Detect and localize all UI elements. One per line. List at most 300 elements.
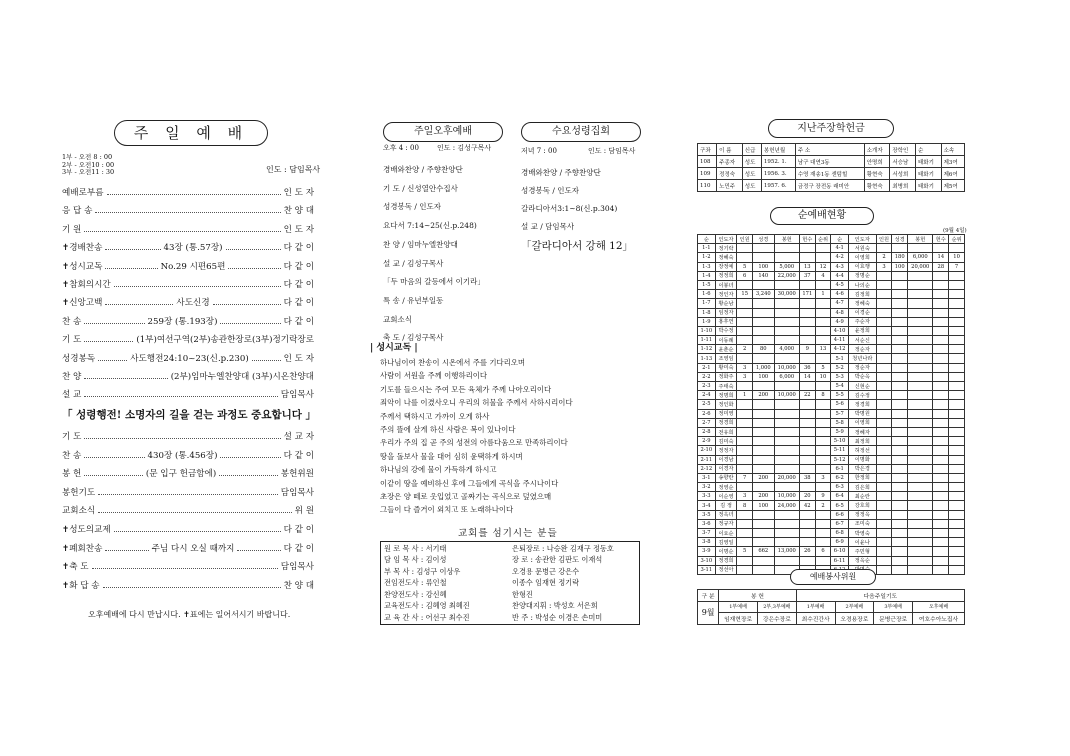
afternoon-title: 주일오후예배 bbox=[414, 126, 472, 137]
attendance-cell bbox=[892, 565, 908, 574]
attendance-cell: 이명순 bbox=[715, 547, 737, 556]
attendance-row bbox=[698, 464, 965, 473]
attendance-row bbox=[698, 372, 965, 381]
worship-item-detail: 주님 다시 오실 때까지 bbox=[151, 543, 235, 554]
attendance-cell bbox=[876, 372, 892, 381]
attendance-cell bbox=[908, 455, 933, 464]
attendance-cell: 6-6 bbox=[831, 510, 849, 519]
staff-row bbox=[381, 601, 473, 613]
attendance-cell bbox=[774, 464, 799, 473]
attendance-cell: 이명화 bbox=[848, 455, 876, 464]
attendance-cell: 정선아 bbox=[715, 565, 737, 574]
worship-item-label: ✝성시교독 bbox=[62, 261, 103, 272]
attendance-cell bbox=[892, 483, 908, 492]
attendance-header-cell: 인원 bbox=[876, 235, 892, 244]
attendance-row bbox=[698, 529, 965, 538]
attendance-row bbox=[698, 455, 965, 464]
attendance-cell: 5-1 bbox=[831, 354, 849, 363]
attendance-cell: 주순자 bbox=[848, 317, 876, 326]
attendance-cell: 20,000 bbox=[774, 473, 799, 482]
attendance-cell bbox=[876, 427, 892, 436]
worship-item-leader: 설 교 자 bbox=[283, 432, 314, 442]
attendance-cell: 한정희 bbox=[848, 473, 876, 482]
worship-item-leader: 찬 양 대 bbox=[283, 580, 314, 591]
attendance-cell: 4-2 bbox=[831, 253, 849, 262]
attendance-cell: 2-2 bbox=[698, 372, 716, 381]
attendance-header-cell: 순 bbox=[698, 235, 716, 244]
scholarship-cell: 황현숙 bbox=[864, 180, 890, 192]
attendance-cell bbox=[753, 556, 774, 565]
attendance-cell: 나의순 bbox=[848, 280, 876, 289]
attendance-cell bbox=[933, 354, 949, 363]
staff-entry: 교육전도사 : 김혜영 최혜진 bbox=[384, 601, 470, 611]
attendance-cell bbox=[774, 446, 799, 455]
attendance-cell bbox=[737, 529, 753, 538]
attendance-cell: 주민형 bbox=[848, 547, 876, 556]
staff-heading: 교회를 섬기시는 분들 bbox=[458, 528, 558, 539]
service-name: 임재현장로 bbox=[719, 613, 758, 625]
scholarship-cell: 108 bbox=[698, 156, 717, 168]
attendance-cell: 2 bbox=[815, 501, 831, 510]
leader-dots bbox=[114, 286, 281, 287]
attendance-cell: 전유희 bbox=[715, 427, 737, 436]
worship-item-label: ✝경배찬송 bbox=[62, 243, 103, 254]
attendance-cell bbox=[753, 253, 774, 262]
attendance-cell bbox=[908, 464, 933, 473]
attendance-row bbox=[698, 391, 965, 400]
attendance-row bbox=[698, 492, 965, 501]
attendance-cell: 6 bbox=[737, 271, 753, 280]
leader-dots bbox=[98, 494, 278, 495]
attendance-cell: 3-1 bbox=[698, 473, 716, 482]
staff-entry: 전임전도사 : 류인철 bbox=[384, 578, 447, 588]
attendance-cell bbox=[892, 556, 908, 565]
attendance-cell bbox=[737, 437, 753, 446]
leader-dots bbox=[98, 512, 291, 513]
attendance-cell bbox=[876, 437, 892, 446]
worship-row bbox=[62, 350, 314, 364]
scholarship-cell: 남구 대연3동 bbox=[795, 156, 864, 168]
wednesday-leader: 인도 : 담임목사 bbox=[588, 147, 636, 155]
attendance-cell bbox=[753, 464, 774, 473]
attendance-cell: 10,000 bbox=[774, 363, 799, 372]
attendance-cell bbox=[876, 308, 892, 317]
staff-row bbox=[381, 589, 473, 601]
attendance-cell bbox=[774, 326, 799, 335]
attendance-cell bbox=[876, 345, 892, 354]
attendance-cell bbox=[753, 308, 774, 317]
attendance-cell bbox=[949, 519, 965, 528]
attendance-cell bbox=[933, 336, 949, 345]
attendance-cell: 20,000 bbox=[908, 262, 933, 271]
attendance-cell bbox=[876, 529, 892, 538]
worship-row bbox=[62, 368, 314, 382]
attendance-cell bbox=[774, 354, 799, 363]
attendance-cell bbox=[933, 547, 949, 556]
text-line: 특 송 / 유년부일동 bbox=[383, 295, 444, 305]
attendance-cell: 5,000 bbox=[774, 262, 799, 271]
attendance-cell bbox=[876, 290, 892, 299]
attendance-cell bbox=[737, 400, 753, 409]
attendance-cell bbox=[892, 538, 908, 547]
attendance-cell bbox=[892, 391, 908, 400]
worship-row bbox=[62, 484, 314, 498]
attendance-cell bbox=[815, 317, 831, 326]
worship-item-label: 예배로부름 bbox=[62, 188, 104, 198]
staff-entry: 은퇴장로 : 나승완 김재구 정동호 bbox=[512, 543, 614, 553]
worship-item-leader: 다 같 이 bbox=[283, 298, 315, 309]
attendance-cell: 임정자 bbox=[715, 308, 737, 317]
attendance-cell bbox=[774, 317, 799, 326]
attendance-row bbox=[698, 409, 965, 418]
worship-item-label: 기 원 bbox=[62, 224, 82, 235]
attendance-cell bbox=[774, 519, 799, 528]
attendance-cell bbox=[876, 336, 892, 345]
worship-item-label: ✝성도의교제 bbox=[62, 525, 111, 535]
attendance-cell: 3-4 bbox=[698, 501, 716, 510]
scholarship-table bbox=[697, 143, 965, 192]
attendance-cell: 윤춘순 bbox=[715, 345, 737, 354]
attendance-cell: 6 bbox=[815, 547, 831, 556]
attendance-cell bbox=[753, 280, 774, 289]
worship-item-detail: 259장 (통.193장) bbox=[147, 316, 218, 327]
attendance-row bbox=[698, 345, 965, 354]
service-h3: 다음주일기도 bbox=[796, 590, 964, 602]
attendance-cell bbox=[799, 446, 815, 455]
attendance-cell bbox=[815, 244, 831, 253]
attendance-cell bbox=[753, 400, 774, 409]
worship-item-leader: 담임목사 bbox=[280, 390, 314, 401]
attendance-cell bbox=[799, 400, 815, 409]
attendance-cell bbox=[908, 437, 933, 446]
scholarship-header-cell: 순 bbox=[915, 144, 941, 156]
attendance-cell bbox=[876, 510, 892, 519]
attendance-cell bbox=[876, 271, 892, 280]
text-line: 주의 뜰에 살게 하신 사람은 복이 있나이다 bbox=[380, 425, 516, 434]
scholarship-cell: 노민주 bbox=[717, 180, 743, 192]
text-line: 땅을 돌보사 물을 대어 심히 윤택하게 하시며 bbox=[380, 451, 523, 461]
scholarship-header-cell: 이 름 bbox=[717, 144, 743, 156]
attendance-cell bbox=[892, 455, 908, 464]
attendance-cell: 최순란 bbox=[848, 492, 876, 501]
attendance-cell bbox=[876, 400, 892, 409]
attendance-cell bbox=[799, 382, 815, 391]
attendance-cell: 김정희 bbox=[848, 290, 876, 299]
attendance-cell bbox=[933, 538, 949, 547]
attendance-cell bbox=[949, 345, 965, 354]
attendance-row bbox=[698, 437, 965, 446]
attendance-cell bbox=[933, 299, 949, 308]
attendance-cell bbox=[737, 565, 753, 574]
attendance-header-cell: 헌수 bbox=[933, 235, 949, 244]
attendance-cell: 5-4 bbox=[831, 382, 849, 391]
attendance-cell bbox=[949, 473, 965, 482]
attendance-cell: 3,240 bbox=[753, 290, 774, 299]
worship-item-leader: 봉헌위원 bbox=[280, 469, 314, 480]
service-time: 2부 - 오전10 : 00 bbox=[62, 160, 115, 169]
scholarship-cell: 서승남 bbox=[890, 156, 916, 168]
attendance-cell bbox=[949, 244, 965, 253]
attendance-cell: 2-12 bbox=[698, 464, 716, 473]
scholarship-cell: 서성희 bbox=[890, 168, 916, 180]
wednesday-title-box bbox=[521, 122, 641, 142]
attendance-row bbox=[698, 400, 965, 409]
staff-row bbox=[509, 578, 617, 590]
worship-row bbox=[62, 540, 314, 554]
attendance-cell: 황순남 bbox=[715, 299, 737, 308]
attendance-cell: 180 bbox=[892, 253, 908, 262]
attendance-cell bbox=[737, 336, 753, 345]
service-times bbox=[62, 154, 114, 177]
morning-footer: 오후예배에 다시 만납시다. ✝표에는 일어서시기 바랍니다. bbox=[88, 610, 291, 619]
attendance-cell bbox=[737, 418, 753, 427]
attendance-cell: 6-11 bbox=[831, 556, 849, 565]
attendance-cell bbox=[753, 382, 774, 391]
attendance-cell: 김영일 bbox=[715, 538, 737, 547]
attendance-cell bbox=[774, 409, 799, 418]
attendance-cell bbox=[933, 391, 949, 400]
attendance-cell bbox=[949, 372, 965, 381]
leader-dots bbox=[92, 568, 278, 569]
attendance-cell bbox=[737, 382, 753, 391]
attendance-cell bbox=[892, 354, 908, 363]
leader-dots bbox=[228, 268, 280, 269]
attendance-cell: 100 bbox=[753, 501, 774, 510]
attendance-cell bbox=[949, 418, 965, 427]
attendance-row bbox=[698, 473, 965, 482]
leader-dots bbox=[84, 231, 280, 232]
attendance-cell: 1-1 bbox=[698, 244, 716, 253]
attendance-cell bbox=[892, 418, 908, 427]
morning-title: 주 일 예 배 bbox=[133, 124, 249, 142]
attendance-cell bbox=[737, 446, 753, 455]
responsive-heading: | 성시교독 | bbox=[370, 343, 418, 353]
attendance-cell bbox=[737, 280, 753, 289]
attendance-cell bbox=[815, 483, 831, 492]
attendance-cell bbox=[892, 326, 908, 335]
worship-row bbox=[62, 239, 314, 253]
attendance-header-cell: 성경 bbox=[753, 235, 774, 244]
attendance-cell: 5-7 bbox=[831, 409, 849, 418]
attendance-cell bbox=[892, 382, 908, 391]
leader-dots bbox=[84, 396, 277, 397]
attendance-cell: 5 bbox=[737, 262, 753, 271]
worship-item-leader: 찬 양 대 bbox=[283, 206, 314, 217]
attendance-cell: 박은경 bbox=[848, 464, 876, 473]
attendance-cell bbox=[908, 519, 933, 528]
attendance-cell bbox=[815, 280, 831, 289]
attendance-cell: 6-9 bbox=[831, 538, 849, 547]
attendance-cell bbox=[949, 308, 965, 317]
attendance-cell bbox=[908, 391, 933, 400]
attendance-cell bbox=[908, 280, 933, 289]
attendance-cell bbox=[908, 244, 933, 253]
scholarship-cell: 109 bbox=[698, 168, 717, 180]
attendance-cell bbox=[876, 280, 892, 289]
attendance-cell bbox=[753, 299, 774, 308]
attendance-cell bbox=[949, 326, 965, 335]
attendance-cell bbox=[737, 354, 753, 363]
text-line: 축 도 / 김성구목사 bbox=[383, 333, 444, 343]
attendance-cell: 이영희 bbox=[848, 418, 876, 427]
attendance-cell: 이효행 bbox=[848, 262, 876, 271]
attendance-cell: 14 bbox=[933, 253, 949, 262]
scholarship-cell: 1952. 1. bbox=[761, 156, 795, 168]
attendance-cell: 1-10 bbox=[698, 326, 716, 335]
worship-item-label: ✝폐회찬송 bbox=[62, 543, 103, 554]
scholarship-cell: 성도 bbox=[742, 168, 761, 180]
staff-entry: 교 육 간 사 : 어선구 최수진 bbox=[384, 612, 470, 622]
worship-row bbox=[62, 184, 314, 198]
worship-item-leader: 다 같 이 bbox=[283, 450, 315, 461]
attendance-cell bbox=[774, 253, 799, 262]
worship-item-label: 성경봉독 bbox=[62, 353, 96, 364]
attendance-cell: 2-11 bbox=[698, 455, 716, 464]
attendance-cell: 4-9 bbox=[831, 317, 849, 326]
attendance-cell bbox=[753, 483, 774, 492]
attendance-row bbox=[698, 418, 965, 427]
attendance-cell bbox=[949, 409, 965, 418]
attendance-cell bbox=[949, 317, 965, 326]
attendance-cell bbox=[737, 308, 753, 317]
attendance-cell: 박순옥 bbox=[848, 372, 876, 381]
worship-row bbox=[62, 202, 314, 216]
worship-row bbox=[62, 258, 314, 272]
leader-dots bbox=[237, 550, 280, 551]
attendance-cell: 5-11 bbox=[831, 446, 849, 455]
attendance-cell: 3-7 bbox=[698, 529, 716, 538]
service-time: 3부 - 오전11 : 30 bbox=[62, 168, 115, 177]
attendance-cell: 6-10 bbox=[831, 547, 849, 556]
attendance-cell bbox=[933, 446, 949, 455]
attendance-cell bbox=[908, 492, 933, 501]
attendance-cell bbox=[774, 483, 799, 492]
attendance-cell bbox=[892, 244, 908, 253]
attendance-cell: 3-6 bbox=[698, 519, 716, 528]
attendance-cell: 정경희 bbox=[715, 418, 737, 427]
attendance-cell bbox=[815, 299, 831, 308]
attendance-cell: 6-3 bbox=[831, 483, 849, 492]
attendance-cell bbox=[892, 280, 908, 289]
attendance-cell bbox=[876, 354, 892, 363]
attendance-cell: 200 bbox=[753, 391, 774, 400]
scholarship-header-cell: 소속 bbox=[941, 144, 964, 156]
attendance-cell: 최정희 bbox=[848, 437, 876, 446]
attendance-cell: 2 bbox=[737, 345, 753, 354]
text-line: 우리가 주의 집 곧 주의 성전의 아름다움으로 만족하리이다 bbox=[380, 438, 568, 448]
attendance-cell bbox=[799, 510, 815, 519]
worship-item-leader: 다 같 이 bbox=[283, 261, 315, 272]
attendance-cell: 정옥녀 bbox=[715, 510, 737, 519]
attendance-cell: 200 bbox=[753, 473, 774, 482]
attendance-cell: 정미영 bbox=[715, 409, 737, 418]
attendance-cell: 5 bbox=[737, 547, 753, 556]
worship-row bbox=[62, 276, 314, 290]
worship-item-detail: (문 입구 헌금함에) bbox=[145, 469, 217, 480]
attendance-cell: 홍후연 bbox=[715, 317, 737, 326]
worship-item-label: ✝축 도 bbox=[62, 562, 89, 573]
attendance-cell bbox=[949, 538, 965, 547]
afternoon-time: 오후 4 : 00 bbox=[383, 144, 419, 152]
leader-dots bbox=[213, 304, 281, 305]
leader-dots bbox=[105, 550, 148, 551]
attendance-cell bbox=[774, 308, 799, 317]
attendance-cell: 6-7 bbox=[831, 519, 849, 528]
attendance-cell: 2-7 bbox=[698, 418, 716, 427]
attendance-cell bbox=[774, 510, 799, 519]
service-h2: 봉 헌 bbox=[719, 590, 797, 602]
attendance-cell bbox=[753, 455, 774, 464]
attendance-cell: 2-1 bbox=[698, 363, 716, 372]
attendance-cell bbox=[753, 418, 774, 427]
attendance-cell bbox=[933, 556, 949, 565]
text-line: 요다서 7:14~25(신.p.248) bbox=[383, 221, 477, 231]
attendance-cell bbox=[737, 519, 753, 528]
attendance-cell: 6,000 bbox=[908, 253, 933, 262]
attendance-header-cell: 인도자 bbox=[715, 235, 737, 244]
attendance-cell: 4-5 bbox=[831, 280, 849, 289]
attendance-cell bbox=[892, 464, 908, 473]
attendance-cell: 김수정 bbox=[848, 391, 876, 400]
attendance-cell: 140 bbox=[753, 271, 774, 280]
attendance-cell bbox=[908, 446, 933, 455]
attendance-cell: 정명희 bbox=[715, 391, 737, 400]
attendance-cell: 3-8 bbox=[698, 538, 716, 547]
attendance-cell: 4-8 bbox=[831, 308, 849, 317]
attendance-cell: 조영임 bbox=[715, 354, 737, 363]
staff-entry: 반 주 : 박성순 이경은 손미미 bbox=[512, 612, 603, 622]
attendance-cell bbox=[753, 565, 774, 574]
attendance-cell bbox=[933, 501, 949, 510]
attendance-row bbox=[698, 382, 965, 391]
scholarship-cell: 안명희 bbox=[864, 156, 890, 168]
attendance-cell: 청년나라 bbox=[848, 354, 876, 363]
attendance-cell bbox=[876, 464, 892, 473]
attendance-cell: 38 bbox=[799, 473, 815, 482]
attendance-cell: 26 bbox=[799, 547, 815, 556]
attendance-cell bbox=[774, 336, 799, 345]
attendance-cell bbox=[753, 409, 774, 418]
attendance-cell bbox=[737, 317, 753, 326]
attendance-cell: 4-1 bbox=[831, 244, 849, 253]
attendance-cell: 7 bbox=[737, 473, 753, 482]
attendance-cell bbox=[933, 418, 949, 427]
morning-title-box bbox=[114, 120, 268, 146]
attendance-cell bbox=[799, 244, 815, 253]
attendance-cell bbox=[949, 446, 965, 455]
worship-item-leader: 담임목사 bbox=[280, 487, 314, 498]
attendance-cell bbox=[737, 538, 753, 547]
attendance-cell: 정명순 bbox=[848, 271, 876, 280]
worship-item-detail: (2부)임마누엘찬양대 (3부)시온찬양대 bbox=[170, 372, 314, 382]
attendance-cell bbox=[753, 519, 774, 528]
attendance-cell: 1-12 bbox=[698, 345, 716, 354]
attendance-cell: 5-9 bbox=[831, 427, 849, 436]
worship-row bbox=[62, 577, 314, 591]
attendance-cell: 이경자 bbox=[715, 464, 737, 473]
scholarship-title: 지난주장학헌금 bbox=[797, 123, 865, 134]
attendance-cell: 6-4 bbox=[831, 492, 849, 501]
attendance-row bbox=[698, 308, 965, 317]
attendance-cell: 정순자 bbox=[848, 345, 876, 354]
staff-row bbox=[381, 578, 473, 590]
attendance-cell bbox=[933, 271, 949, 280]
attendance-cell bbox=[933, 244, 949, 253]
text-line: 「두 마음의 갈등에서 이기라」 bbox=[383, 277, 485, 287]
attendance-cell bbox=[908, 299, 933, 308]
worship-row bbox=[62, 294, 314, 308]
attendance-cell bbox=[753, 510, 774, 519]
